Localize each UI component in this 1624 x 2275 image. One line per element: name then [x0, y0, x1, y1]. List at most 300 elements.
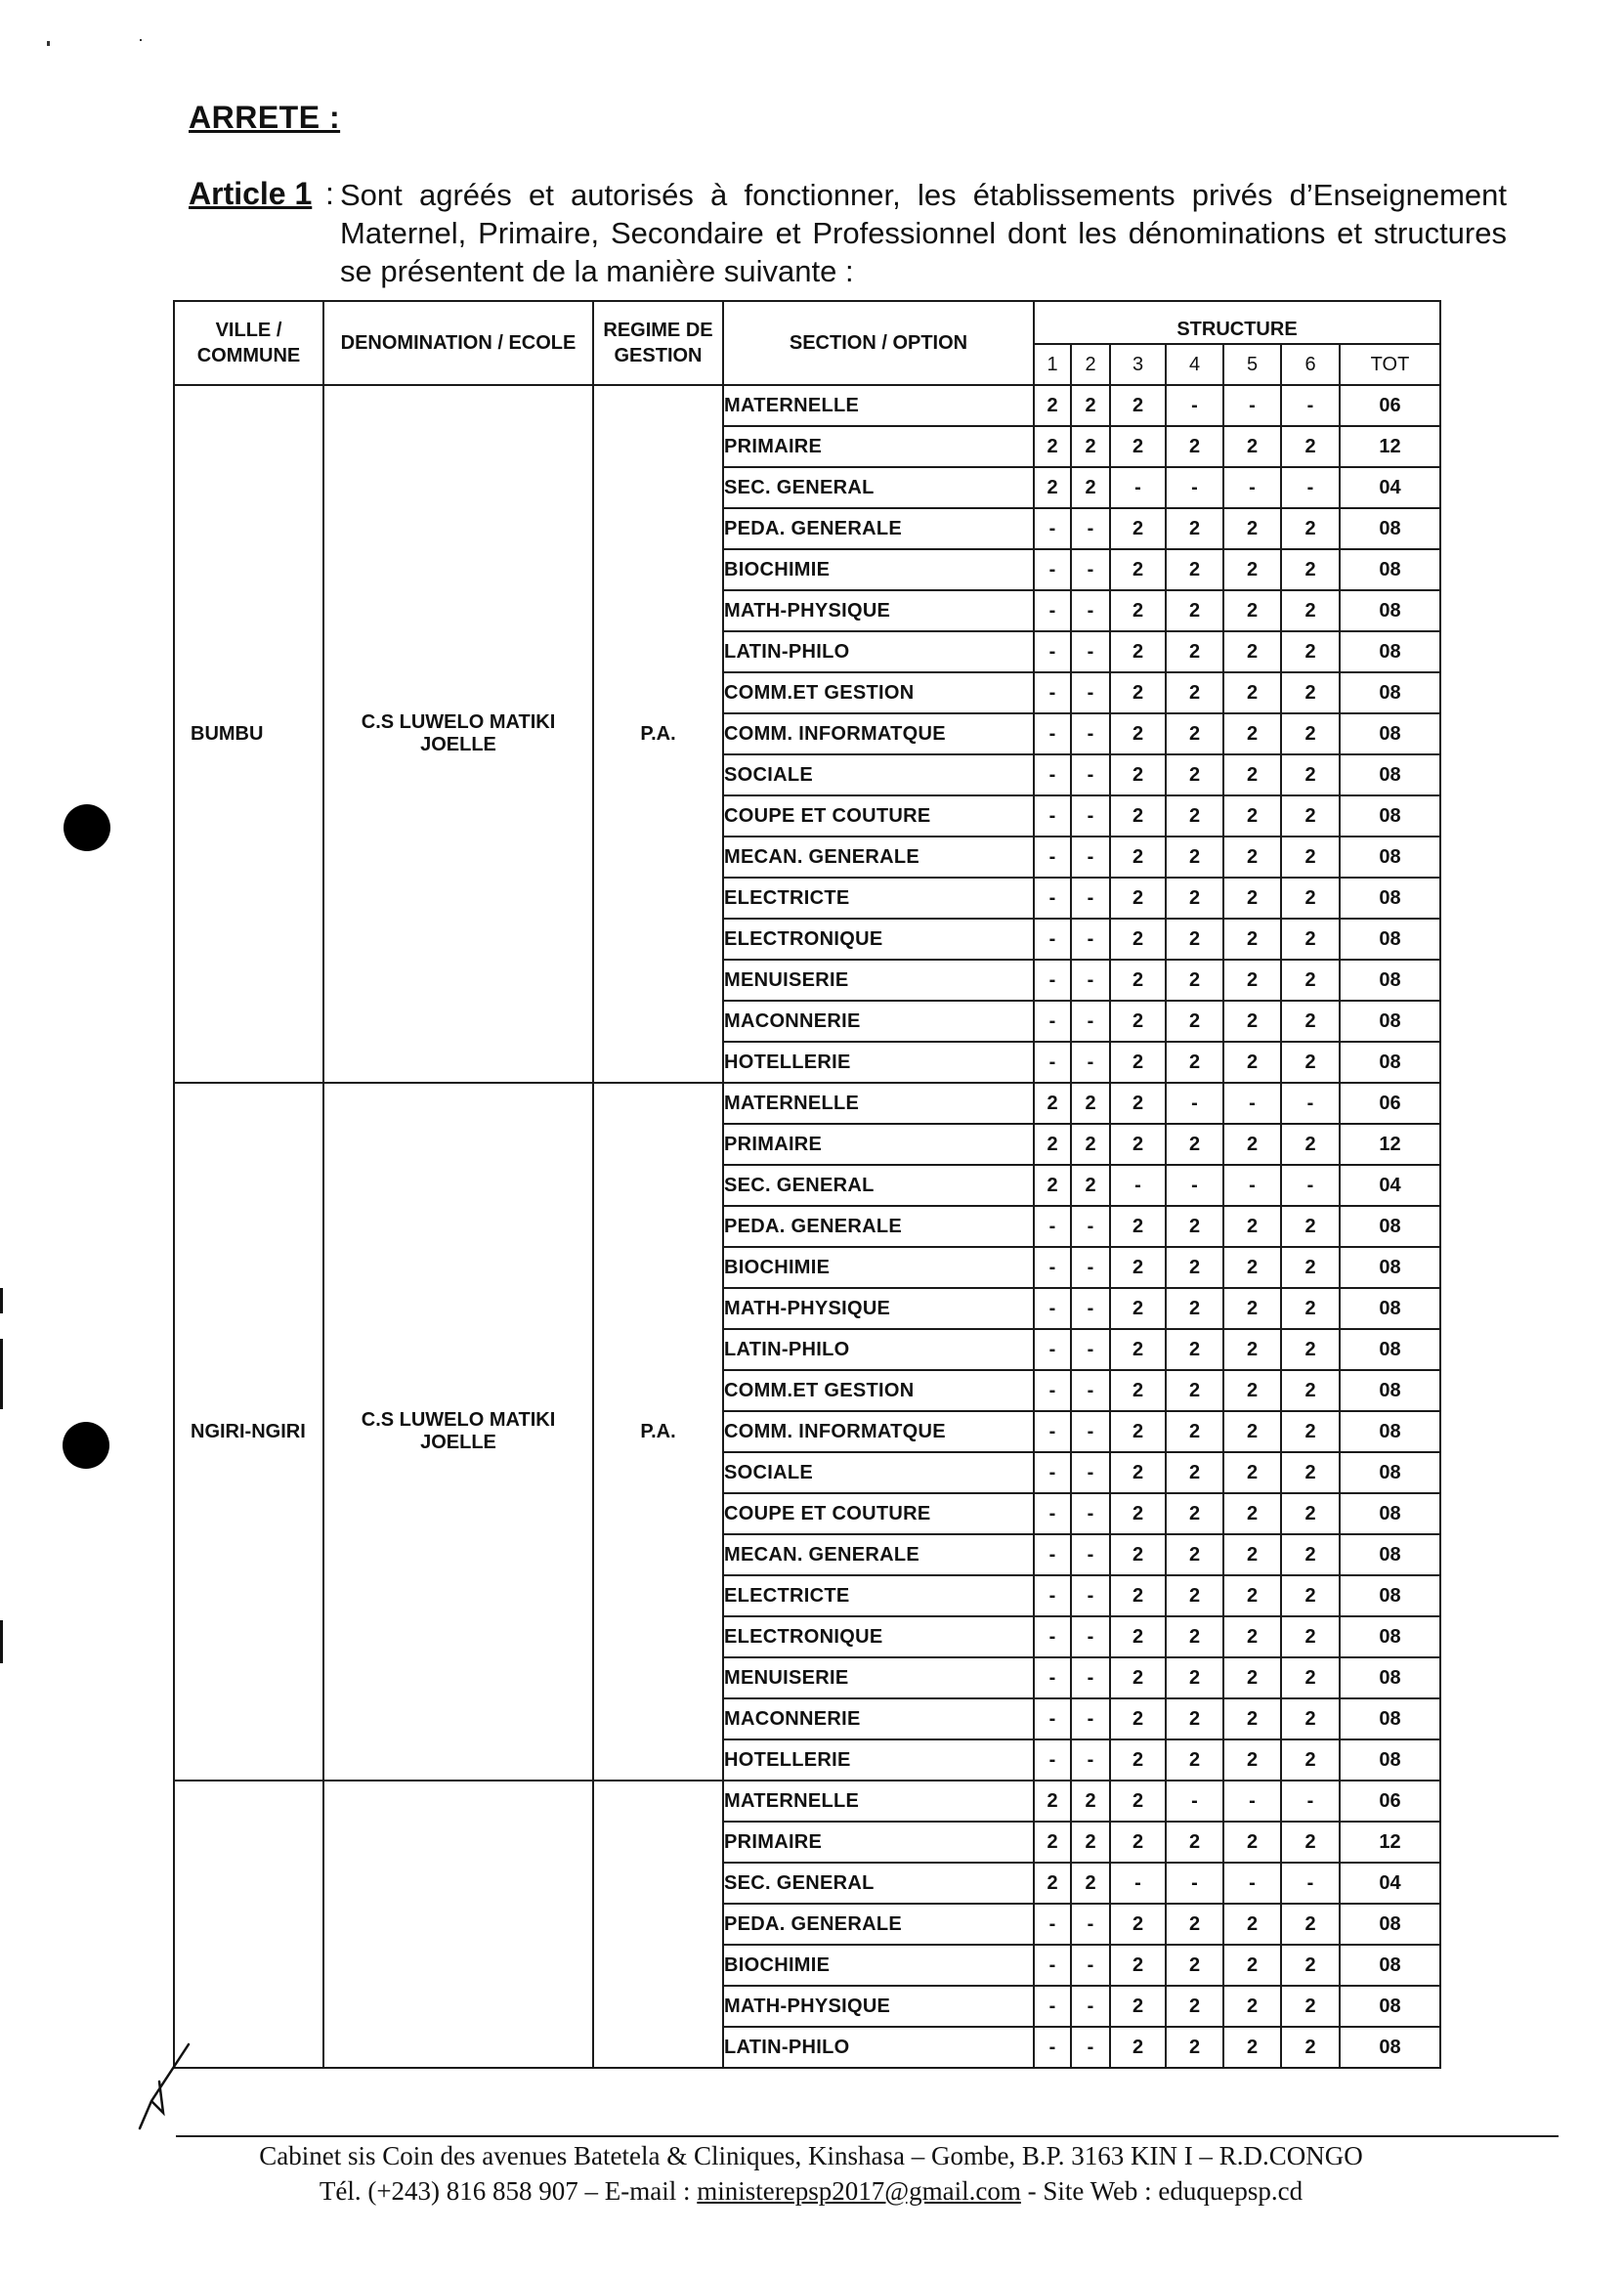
section-option-cell: MATH-PHYSIQUE: [723, 590, 1034, 631]
structure-col-2-cell: -: [1071, 1042, 1110, 1083]
structure-col-5-cell: 2: [1223, 1206, 1281, 1247]
table-row: [174, 1083, 1440, 1124]
header-col-5: 5: [1223, 344, 1281, 385]
ville-cell: NGIRI-NGIRI: [174, 1083, 323, 1781]
structure-col-2-cell: 2: [1071, 1165, 1110, 1206]
structure-col-4-cell: 2: [1166, 795, 1223, 837]
structure-tot-cell: 08: [1340, 1698, 1440, 1739]
section-option-cell: PRIMAIRE: [723, 426, 1034, 467]
table-row: [174, 385, 1440, 426]
structure-col-5-cell: -: [1223, 1165, 1281, 1206]
header-col-2: 2: [1071, 344, 1110, 385]
structure-col-6-cell: 2: [1281, 1534, 1340, 1575]
structure-tot-cell: 06: [1340, 1781, 1440, 1822]
structure-col-3-cell: 2: [1110, 1493, 1166, 1534]
structure-tot-cell: 08: [1340, 795, 1440, 837]
structure-tot-cell: 08: [1340, 1739, 1440, 1781]
structure-col-3-cell: 2: [1110, 837, 1166, 878]
structure-tot-cell: 08: [1340, 1534, 1440, 1575]
structure-col-1-cell: -: [1034, 837, 1071, 878]
structure-col-3-cell: 2: [1110, 1822, 1166, 1863]
structure-tot-cell: 08: [1340, 1247, 1440, 1288]
structure-col-4-cell: 2: [1166, 1042, 1223, 1083]
header-col-1: 1: [1034, 344, 1071, 385]
structure-col-3-cell: 2: [1110, 549, 1166, 590]
structure-col-4-cell: -: [1166, 1863, 1223, 1904]
regime-cell: [593, 1781, 723, 2068]
structure-col-5-cell: 2: [1223, 960, 1281, 1001]
structure-col-2-cell: -: [1071, 837, 1110, 878]
structure-col-6-cell: 2: [1281, 590, 1340, 631]
structure-col-3-cell: 2: [1110, 919, 1166, 960]
structure-col-5-cell: 2: [1223, 1616, 1281, 1657]
structure-col-3-cell: 2: [1110, 1781, 1166, 1822]
structure-col-1-cell: 2: [1034, 385, 1071, 426]
section-option-cell: ELECTRONIQUE: [723, 919, 1034, 960]
structure-col-3-cell: 2: [1110, 590, 1166, 631]
structure-col-6-cell: -: [1281, 1083, 1340, 1124]
structure-col-2-cell: -: [1071, 1904, 1110, 1945]
structure-tot-cell: 08: [1340, 713, 1440, 754]
structure-col-6-cell: 2: [1281, 795, 1340, 837]
structure-col-6-cell: 2: [1281, 1288, 1340, 1329]
structure-col-1-cell: -: [1034, 631, 1071, 672]
structure-col-5-cell: 2: [1223, 1042, 1281, 1083]
article-label: Article 1: [189, 176, 313, 211]
section-option-cell: COUPE ET COUTURE: [723, 1493, 1034, 1534]
structure-col-5-cell: 2: [1223, 1822, 1281, 1863]
structure-col-3-cell: 2: [1110, 1739, 1166, 1781]
structure-col-6-cell: 2: [1281, 1616, 1340, 1657]
section-option-cell: SEC. GENERAL: [723, 1863, 1034, 1904]
header-structure: STRUCTURE: [1034, 301, 1440, 344]
structure-col-6-cell: 2: [1281, 1329, 1340, 1370]
structure-tot-cell: 08: [1340, 1042, 1440, 1083]
structure-col-3-cell: 2: [1110, 1534, 1166, 1575]
structure-col-1-cell: 2: [1034, 1165, 1071, 1206]
structure-col-6-cell: 2: [1281, 1698, 1340, 1739]
structure-col-1-cell: -: [1034, 1288, 1071, 1329]
section-option-cell: BIOCHIMIE: [723, 549, 1034, 590]
structure-col-5-cell: 2: [1223, 426, 1281, 467]
structure-tot-cell: 04: [1340, 1165, 1440, 1206]
header-denomination: DENOMINATION / ECOLE: [323, 301, 593, 385]
structure-col-1-cell: 2: [1034, 426, 1071, 467]
structure-col-3-cell: 2: [1110, 1083, 1166, 1124]
scan-edge-mark: [0, 1620, 3, 1663]
structure-col-2-cell: -: [1071, 1575, 1110, 1616]
structure-col-5-cell: 2: [1223, 1657, 1281, 1698]
section-option-cell: MATERNELLE: [723, 1083, 1034, 1124]
structure-col-6-cell: 2: [1281, 508, 1340, 549]
structure-tot-cell: 06: [1340, 1083, 1440, 1124]
section-option-cell: BIOCHIMIE: [723, 1945, 1034, 1986]
structure-col-2-cell: -: [1071, 1739, 1110, 1781]
structure-tot-cell: 08: [1340, 549, 1440, 590]
structure-col-4-cell: 2: [1166, 837, 1223, 878]
structure-col-2-cell: 2: [1071, 385, 1110, 426]
structure-col-2-cell: 2: [1071, 467, 1110, 508]
structure-col-4-cell: 2: [1166, 960, 1223, 1001]
header-col-4: 4: [1166, 344, 1223, 385]
section-option-cell: COMM. INFORMATQUE: [723, 1411, 1034, 1452]
structure-col-2-cell: -: [1071, 1206, 1110, 1247]
structure-tot-cell: 08: [1340, 1986, 1440, 2027]
structure-col-5-cell: 2: [1223, 754, 1281, 795]
structure-col-2-cell: -: [1071, 1288, 1110, 1329]
structure-col-3-cell: 2: [1110, 1698, 1166, 1739]
section-option-cell: ELECTRONIQUE: [723, 1616, 1034, 1657]
structure-col-1-cell: 2: [1034, 467, 1071, 508]
footer-phone: Tél. (+243) 816 858 907 – E-mail :: [319, 2176, 698, 2206]
page-heading: ARRETE :: [189, 100, 341, 135]
structure-col-3-cell: 2: [1110, 1288, 1166, 1329]
article-text: Sont agréés et autorisés à fonctionner, les établissements privés d’Enseignement Maternel, Primaire, Secondaire et Professionnel dont les dénominations et structures se présentent de la manière suivante :: [340, 178, 1507, 288]
structure-col-1-cell: -: [1034, 1904, 1071, 1945]
section-option-cell: SOCIALE: [723, 754, 1034, 795]
structure-col-4-cell: 2: [1166, 1822, 1223, 1863]
structure-col-6-cell: 2: [1281, 713, 1340, 754]
structure-col-1-cell: -: [1034, 1411, 1071, 1452]
footer-website: - Site Web : eduquepsp.cd: [1020, 2176, 1303, 2206]
structure-col-4-cell: 2: [1166, 1698, 1223, 1739]
structure-col-3-cell: -: [1110, 467, 1166, 508]
structure-col-5-cell: -: [1223, 385, 1281, 426]
article-colon: :: [325, 176, 334, 211]
structure-col-2-cell: -: [1071, 1452, 1110, 1493]
structure-col-2-cell: -: [1071, 1493, 1110, 1534]
structure-tot-cell: 08: [1340, 1616, 1440, 1657]
section-option-cell: PEDA. GENERALE: [723, 1904, 1034, 1945]
structure-col-3-cell: -: [1110, 1165, 1166, 1206]
structure-col-5-cell: -: [1223, 467, 1281, 508]
structure-col-2-cell: -: [1071, 1534, 1110, 1575]
ville-cell: [174, 1781, 323, 2068]
structure-col-3-cell: 2: [1110, 1452, 1166, 1493]
structure-col-5-cell: 2: [1223, 713, 1281, 754]
structure-col-2-cell: -: [1071, 1657, 1110, 1698]
structure-col-1-cell: -: [1034, 1493, 1071, 1534]
section-option-cell: COMM.ET GESTION: [723, 1370, 1034, 1411]
structure-col-3-cell: 2: [1110, 1986, 1166, 2027]
section-option-cell: MATERNELLE: [723, 385, 1034, 426]
structure-col-1-cell: -: [1034, 1534, 1071, 1575]
structure-col-5-cell: 2: [1223, 1493, 1281, 1534]
header-col-tot: TOT: [1340, 344, 1440, 385]
structure-col-2-cell: -: [1071, 549, 1110, 590]
structure-col-3-cell: 2: [1110, 1575, 1166, 1616]
structure-col-3-cell: 2: [1110, 960, 1166, 1001]
structure-col-2-cell: -: [1071, 1986, 1110, 2027]
structure-col-5-cell: 2: [1223, 549, 1281, 590]
structure-col-1-cell: -: [1034, 1247, 1071, 1288]
structure-col-6-cell: 2: [1281, 1247, 1340, 1288]
structure-tot-cell: 08: [1340, 1904, 1440, 1945]
structure-col-5-cell: 2: [1223, 919, 1281, 960]
footer-address: Cabinet sis Coin des avenues Batetela & Cliniques, Kinshasa – Gombe, B.P. 3163 KIN I – R.D.CONGO: [259, 2141, 1363, 2170]
header-regime: REGIME DE GESTION: [593, 301, 723, 385]
structure-col-3-cell: 2: [1110, 1247, 1166, 1288]
structure-col-2-cell: -: [1071, 631, 1110, 672]
structure-tot-cell: 12: [1340, 1124, 1440, 1165]
structure-tot-cell: 08: [1340, 1001, 1440, 1042]
structure-col-1-cell: -: [1034, 919, 1071, 960]
structure-col-4-cell: -: [1166, 1165, 1223, 1206]
structure-col-1-cell: -: [1034, 1739, 1071, 1781]
structure-col-5-cell: 2: [1223, 1945, 1281, 1986]
structure-col-1-cell: -: [1034, 1945, 1071, 1986]
structure-col-1-cell: -: [1034, 960, 1071, 1001]
structure-col-2-cell: -: [1071, 795, 1110, 837]
section-option-cell: SOCIALE: [723, 1452, 1034, 1493]
structure-col-4-cell: 2: [1166, 672, 1223, 713]
section-option-cell: PEDA. GENERALE: [723, 1206, 1034, 1247]
structure-col-3-cell: 2: [1110, 1904, 1166, 1945]
structure-col-5-cell: 2: [1223, 1247, 1281, 1288]
structure-col-4-cell: 2: [1166, 878, 1223, 919]
structure-col-1-cell: -: [1034, 508, 1071, 549]
structure-col-2-cell: -: [1071, 2027, 1110, 2068]
structure-col-3-cell: 2: [1110, 1042, 1166, 1083]
section-option-cell: MATH-PHYSIQUE: [723, 1288, 1034, 1329]
structure-tot-cell: 08: [1340, 837, 1440, 878]
schools-structure-table: [173, 300, 1441, 2069]
section-option-cell: SEC. GENERAL: [723, 467, 1034, 508]
structure-col-1-cell: -: [1034, 1042, 1071, 1083]
regime-cell: P.A.: [593, 1083, 723, 1781]
structure-col-5-cell: 2: [1223, 1124, 1281, 1165]
structure-col-5-cell: 2: [1223, 837, 1281, 878]
section-option-cell: MENUISERIE: [723, 1657, 1034, 1698]
structure-col-3-cell: -: [1110, 1863, 1166, 1904]
structure-tot-cell: 08: [1340, 672, 1440, 713]
structure-col-6-cell: 2: [1281, 1042, 1340, 1083]
structure-col-3-cell: 2: [1110, 1206, 1166, 1247]
structure-col-3-cell: 2: [1110, 2027, 1166, 2068]
structure-col-3-cell: 2: [1110, 1616, 1166, 1657]
structure-tot-cell: 08: [1340, 1452, 1440, 1493]
structure-col-6-cell: 2: [1281, 631, 1340, 672]
footer-contact: [147, 2173, 1475, 2209]
header-ville: VILLE / COMMUNE: [174, 301, 323, 385]
structure-col-4-cell: 2: [1166, 508, 1223, 549]
structure-col-6-cell: 2: [1281, 2027, 1340, 2068]
structure-col-4-cell: 2: [1166, 1452, 1223, 1493]
structure-col-2-cell: -: [1071, 1001, 1110, 1042]
structure-col-2-cell: -: [1071, 1616, 1110, 1657]
structure-col-5-cell: -: [1223, 1863, 1281, 1904]
structure-tot-cell: 08: [1340, 508, 1440, 549]
ville-cell: BUMBU: [174, 385, 323, 1083]
structure-col-2-cell: 2: [1071, 1083, 1110, 1124]
structure-tot-cell: 08: [1340, 1411, 1440, 1452]
punch-hole: [63, 1422, 109, 1469]
structure-col-2-cell: -: [1071, 672, 1110, 713]
structure-col-1-cell: -: [1034, 795, 1071, 837]
structure-col-2-cell: -: [1071, 960, 1110, 1001]
structure-tot-cell: 12: [1340, 1822, 1440, 1863]
structure-col-4-cell: 2: [1166, 549, 1223, 590]
section-option-cell: SEC. GENERAL: [723, 1165, 1034, 1206]
structure-tot-cell: 08: [1340, 1493, 1440, 1534]
structure-col-5-cell: 2: [1223, 1534, 1281, 1575]
structure-col-4-cell: 2: [1166, 1493, 1223, 1534]
structure-tot-cell: 06: [1340, 385, 1440, 426]
structure-col-4-cell: -: [1166, 385, 1223, 426]
structure-col-4-cell: 2: [1166, 1575, 1223, 1616]
footer-divider: [176, 2135, 1559, 2137]
structure-col-6-cell: 2: [1281, 878, 1340, 919]
structure-tot-cell: 08: [1340, 1288, 1440, 1329]
structure-col-2-cell: -: [1071, 1698, 1110, 1739]
structure-col-5-cell: 2: [1223, 1001, 1281, 1042]
structure-col-1-cell: 2: [1034, 1822, 1071, 1863]
structure-col-4-cell: 2: [1166, 426, 1223, 467]
section-option-cell: LATIN-PHILO: [723, 631, 1034, 672]
structure-col-5-cell: 2: [1223, 795, 1281, 837]
structure-col-3-cell: 2: [1110, 713, 1166, 754]
structure-col-2-cell: -: [1071, 754, 1110, 795]
structure-col-5-cell: 2: [1223, 1698, 1281, 1739]
structure-col-6-cell: 2: [1281, 1822, 1340, 1863]
structure-col-6-cell: 2: [1281, 1452, 1340, 1493]
structure-col-4-cell: 2: [1166, 1370, 1223, 1411]
structure-col-6-cell: 2: [1281, 1001, 1340, 1042]
structure-col-5-cell: 2: [1223, 1370, 1281, 1411]
structure-col-6-cell: 2: [1281, 960, 1340, 1001]
structure-col-1-cell: -: [1034, 1616, 1071, 1657]
structure-col-3-cell: 2: [1110, 508, 1166, 549]
structure-col-4-cell: 2: [1166, 1001, 1223, 1042]
structure-col-5-cell: 2: [1223, 1452, 1281, 1493]
section-option-cell: HOTELLERIE: [723, 1042, 1034, 1083]
section-option-cell: MATERNELLE: [723, 1781, 1034, 1822]
structure-tot-cell: 04: [1340, 467, 1440, 508]
footer-email-link[interactable]: ministerepsp2017@gmail.com: [697, 2176, 1021, 2206]
section-option-cell: PRIMAIRE: [723, 1124, 1034, 1165]
structure-col-6-cell: 2: [1281, 1904, 1340, 1945]
scan-speck: [140, 39, 142, 41]
structure-col-6-cell: 2: [1281, 919, 1340, 960]
structure-col-4-cell: -: [1166, 1083, 1223, 1124]
structure-col-2-cell: -: [1071, 1329, 1110, 1370]
structure-col-4-cell: 2: [1166, 1411, 1223, 1452]
section-option-cell: MACONNERIE: [723, 1001, 1034, 1042]
structure-col-6-cell: 2: [1281, 1986, 1340, 2027]
structure-tot-cell: 08: [1340, 1206, 1440, 1247]
structure-col-2-cell: -: [1071, 1370, 1110, 1411]
structure-col-6-cell: 2: [1281, 837, 1340, 878]
structure-tot-cell: 08: [1340, 631, 1440, 672]
structure-col-3-cell: 2: [1110, 1124, 1166, 1165]
structure-col-6-cell: 2: [1281, 1206, 1340, 1247]
section-option-cell: PRIMAIRE: [723, 1822, 1034, 1863]
structure-col-1-cell: 2: [1034, 1781, 1071, 1822]
structure-col-6-cell: 2: [1281, 1945, 1340, 1986]
structure-col-4-cell: 2: [1166, 919, 1223, 960]
structure-col-4-cell: 2: [1166, 1288, 1223, 1329]
structure-col-5-cell: -: [1223, 1083, 1281, 1124]
section-option-cell: LATIN-PHILO: [723, 1329, 1034, 1370]
header-col-3: 3: [1110, 344, 1166, 385]
structure-col-6-cell: 2: [1281, 754, 1340, 795]
structure-col-5-cell: 2: [1223, 590, 1281, 631]
structure-col-5-cell: 2: [1223, 1739, 1281, 1781]
structure-col-4-cell: 2: [1166, 754, 1223, 795]
section-option-cell: LATIN-PHILO: [723, 2027, 1034, 2068]
structure-col-1-cell: -: [1034, 1329, 1071, 1370]
structure-col-5-cell: 2: [1223, 672, 1281, 713]
structure-tot-cell: 08: [1340, 1329, 1440, 1370]
structure-col-5-cell: 2: [1223, 1904, 1281, 1945]
structure-col-1-cell: -: [1034, 1452, 1071, 1493]
structure-col-3-cell: 2: [1110, 754, 1166, 795]
structure-col-6-cell: -: [1281, 467, 1340, 508]
structure-col-5-cell: -: [1223, 1781, 1281, 1822]
structure-col-2-cell: 2: [1071, 1124, 1110, 1165]
structure-col-3-cell: 2: [1110, 1329, 1166, 1370]
structure-col-2-cell: 2: [1071, 1822, 1110, 1863]
structure-col-3-cell: 2: [1110, 795, 1166, 837]
structure-col-6-cell: -: [1281, 385, 1340, 426]
structure-col-4-cell: -: [1166, 467, 1223, 508]
school-name-cell: C.S LUWELO MATIKI JOELLE: [323, 1083, 593, 1781]
structure-col-2-cell: 2: [1071, 1781, 1110, 1822]
scan-edge-mark: [0, 1339, 3, 1409]
structure-col-4-cell: 2: [1166, 2027, 1223, 2068]
structure-col-1-cell: 2: [1034, 1124, 1071, 1165]
section-option-cell: COMM.ET GESTION: [723, 672, 1034, 713]
scan-edge-mark: [0, 1288, 3, 1313]
structure-col-4-cell: -: [1166, 1781, 1223, 1822]
structure-col-2-cell: 2: [1071, 1863, 1110, 1904]
structure-tot-cell: 08: [1340, 960, 1440, 1001]
school-name-cell: [323, 1781, 593, 2068]
structure-col-6-cell: -: [1281, 1863, 1340, 1904]
structure-col-4-cell: 2: [1166, 713, 1223, 754]
structure-col-4-cell: 2: [1166, 1616, 1223, 1657]
section-option-cell: COMM. INFORMATQUE: [723, 713, 1034, 754]
structure-col-5-cell: 2: [1223, 1329, 1281, 1370]
structure-col-6-cell: 2: [1281, 1739, 1340, 1781]
structure-tot-cell: 04: [1340, 1863, 1440, 1904]
structure-col-2-cell: -: [1071, 508, 1110, 549]
section-option-cell: MENUISERIE: [723, 960, 1034, 1001]
structure-col-6-cell: 2: [1281, 1575, 1340, 1616]
section-option-cell: HOTELLERIE: [723, 1739, 1034, 1781]
structure-col-1-cell: -: [1034, 1001, 1071, 1042]
structure-col-6-cell: -: [1281, 1165, 1340, 1206]
structure-col-1-cell: -: [1034, 672, 1071, 713]
structure-col-6-cell: 2: [1281, 1370, 1340, 1411]
punch-hole: [64, 804, 110, 851]
structure-tot-cell: 08: [1340, 754, 1440, 795]
structure-col-5-cell: 2: [1223, 878, 1281, 919]
table-row: [174, 1781, 1440, 1822]
structure-col-2-cell: 2: [1071, 426, 1110, 467]
structure-col-3-cell: 2: [1110, 426, 1166, 467]
structure-tot-cell: 12: [1340, 426, 1440, 467]
structure-tot-cell: 08: [1340, 878, 1440, 919]
structure-col-6-cell: 2: [1281, 1493, 1340, 1534]
structure-col-1-cell: -: [1034, 1575, 1071, 1616]
structure-col-6-cell: 2: [1281, 1124, 1340, 1165]
structure-col-2-cell: -: [1071, 919, 1110, 960]
structure-col-6-cell: 2: [1281, 672, 1340, 713]
structure-col-5-cell: 2: [1223, 631, 1281, 672]
structure-col-4-cell: 2: [1166, 631, 1223, 672]
structure-col-1-cell: 2: [1034, 1863, 1071, 1904]
